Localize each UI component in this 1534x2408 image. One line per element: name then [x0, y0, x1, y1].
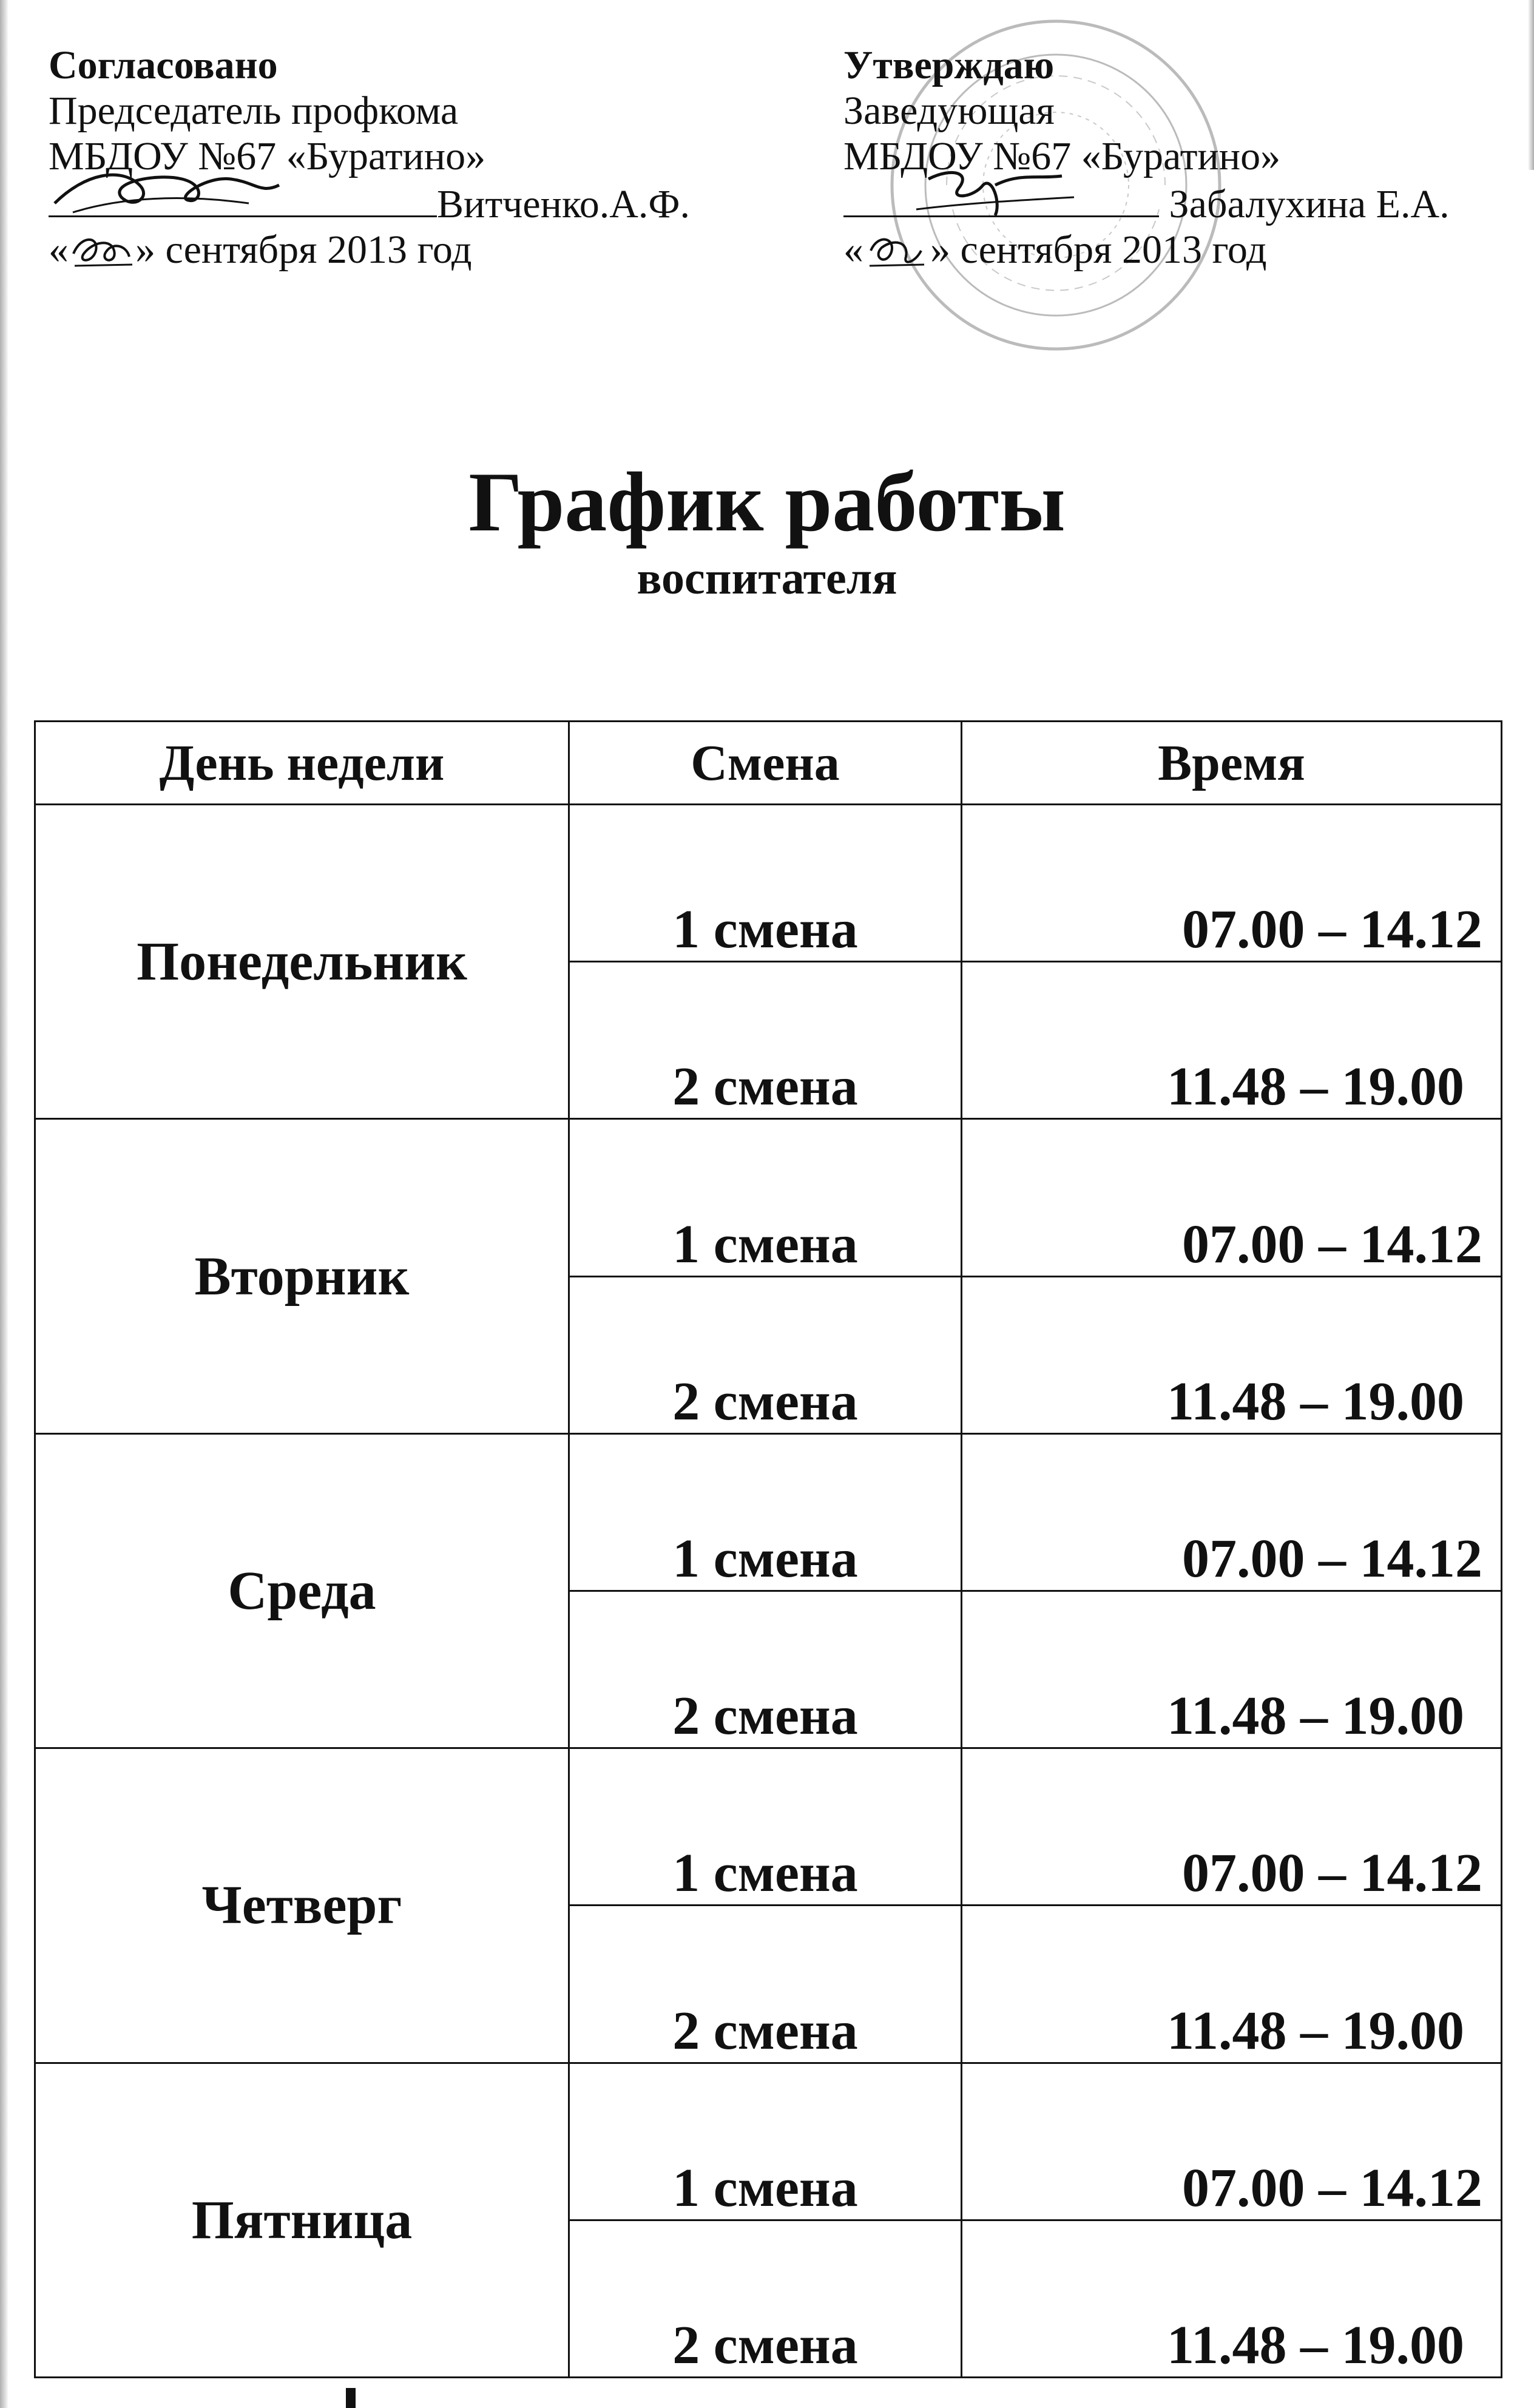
- date-day-handwritten: [863, 235, 930, 272]
- day-cell: Вторник: [35, 1119, 569, 1433]
- approval-organization: МБДОУ №67 «Буратино»: [49, 134, 486, 178]
- scan-artifact-mark: [346, 2388, 356, 2408]
- day-cell: Пятница: [35, 2063, 569, 2378]
- table-row: [35, 1119, 1502, 1276]
- signature-line: [49, 179, 437, 217]
- date-quote-close: »: [135, 228, 155, 272]
- table-row: [35, 805, 1502, 962]
- date-month-year: сентября 2013 год: [165, 228, 472, 272]
- table-row: [35, 2063, 1502, 2220]
- column-header-time: Время: [962, 722, 1502, 805]
- scan-edge-shadow: [0, 0, 8, 2408]
- column-header-day: День недели: [35, 722, 569, 805]
- approval-position: Председатель профкома: [49, 89, 459, 133]
- day-cell: Четверг: [35, 1748, 569, 2063]
- shift-cell: 1 смена: [569, 1433, 962, 1591]
- table-row: [35, 1748, 1502, 1906]
- shift-cell: 2 смена: [569, 1906, 962, 2063]
- shift-cell: 1 смена: [569, 2063, 962, 2220]
- time-cell: 07.00 – 14.12: [962, 1119, 1502, 1276]
- signature-row: [843, 179, 1523, 227]
- date-quote-close: »: [930, 228, 950, 272]
- shift-cell: 2 смена: [569, 2220, 962, 2377]
- approval-position: Заведующая: [843, 89, 1055, 133]
- day-cell: Понедельник: [35, 805, 569, 1119]
- approval-signatory: Витченко.А.Ф.: [437, 182, 691, 226]
- approval-date: [49, 227, 801, 272]
- time-cell: 07.00 – 14.12: [962, 1748, 1502, 1906]
- time-cell: 11.48 – 19.00: [962, 1906, 1502, 2063]
- time-cell: 07.00 – 14.12: [962, 1433, 1502, 1591]
- time-cell: 11.48 – 19.00: [962, 962, 1502, 1119]
- handwritten-signature: [49, 161, 303, 222]
- date-quote-open: «: [49, 228, 69, 272]
- signature-row: [49, 179, 801, 227]
- schedule-table: [34, 720, 1502, 2378]
- approval-signatory: Забалухина Е.А.: [1169, 182, 1450, 226]
- time-cell: 07.00 – 14.12: [962, 2063, 1502, 2220]
- time-cell: 11.48 – 19.00: [962, 2220, 1502, 2377]
- date-month-year: сентября 2013 год: [960, 228, 1267, 272]
- shift-cell: 1 смена: [569, 1119, 962, 1276]
- date-quote-open: «: [843, 228, 863, 272]
- day-cell: Среда: [35, 1433, 569, 1748]
- table-row: [35, 1433, 1502, 1591]
- scan-edge-shadow-right: [1528, 0, 1534, 170]
- time-cell: 07.00 – 14.12: [962, 805, 1502, 962]
- shift-cell: 1 смена: [569, 1748, 962, 1906]
- approval-heading: Утверждаю: [843, 43, 1055, 87]
- column-header-shift: Смена: [569, 722, 962, 805]
- signature-line: [843, 179, 1159, 217]
- shift-cell: 2 смена: [569, 962, 962, 1119]
- document-subtitle: воспитателя: [637, 553, 897, 604]
- handwritten-signature: [843, 161, 1086, 228]
- shift-cell: 2 смена: [569, 1276, 962, 1433]
- approval-block-left: [49, 42, 801, 272]
- table-header-row: [35, 722, 1502, 805]
- approval-organization: МБДОУ №67 «Буратино»: [843, 134, 1281, 178]
- time-cell: 11.48 – 19.00: [962, 1276, 1502, 1433]
- approval-date: [843, 227, 1523, 272]
- document-title: График работы: [468, 455, 1066, 549]
- shift-cell: 2 смена: [569, 1591, 962, 1748]
- date-day-handwritten: [69, 235, 135, 272]
- shift-cell: 1 смена: [569, 805, 962, 962]
- time-cell: 11.48 – 19.00: [962, 1591, 1502, 1748]
- approval-block-right: [843, 42, 1523, 272]
- approval-heading: Согласовано: [49, 43, 278, 87]
